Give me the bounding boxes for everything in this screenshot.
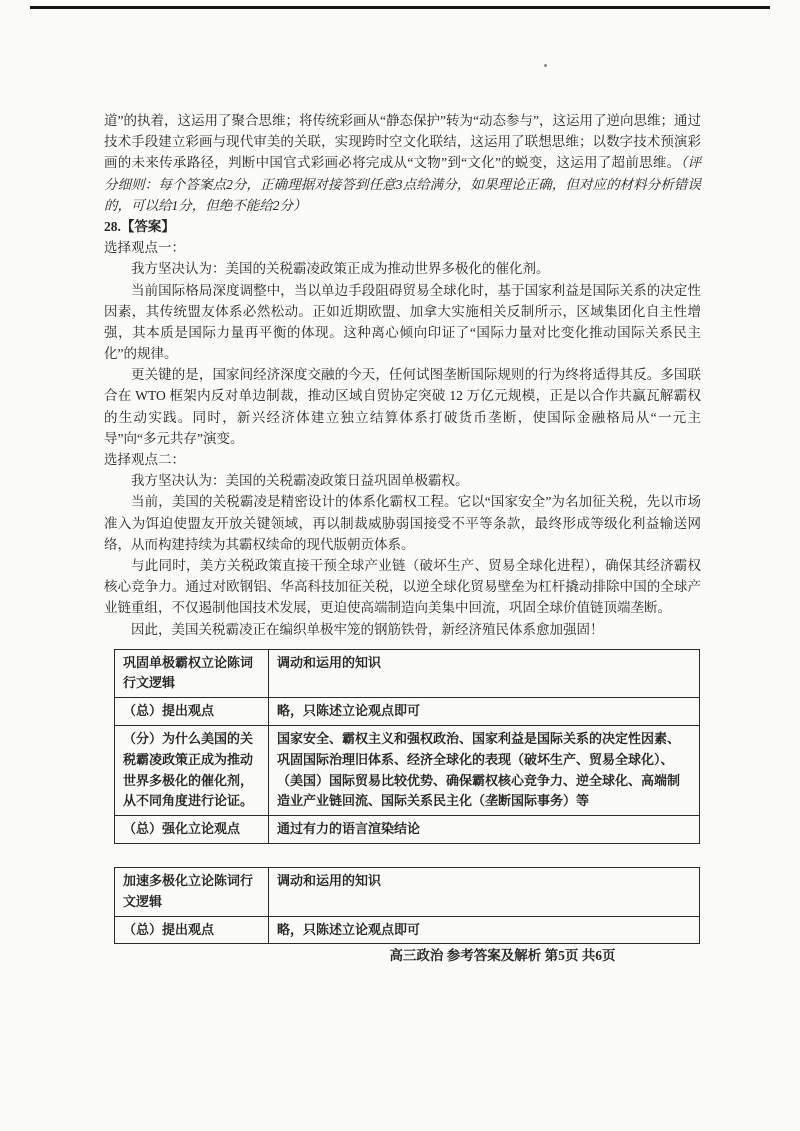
scoring-rubric-text: （评分细则：每个答案点2分，正确理据对接答到任意3点给满分，如果理论正确，但对应的材料分析错误的，可以给1分，但绝不能给2分） bbox=[104, 155, 702, 213]
table-accelerate-multipolarity bbox=[114, 867, 700, 944]
viewpoint-1-paragraph-3: 更关键的是，国家间经济深度交融的今天，任何试图垄断国际规则的行为终将适得其反。多国联合在 WTO 框架内反对单边制裁，推动区域自贸协定突破 12 万亿元规模，正是以合作共赢瓦解霸权的生动实践。同时，新兴经济体建立独立结算体系打破货币垄断，使国际金融格局从“一元主导”向“多元共存”演变。 bbox=[104, 367, 701, 446]
viewpoint-1-thesis: 我方坚决认为：美国的关税霸凌政策正成为推动世界多极化的催化剂。 bbox=[131, 261, 550, 277]
continuation-text: 道”的执着，这运用了聚合思维；将传统彩画从“静态保护”转为“动态参与”，这运用了逆向思维；通过技术手段建立彩画与现代审美的关联，实现跨时空文化联结，这运用了联想思维；以数字技术预演彩画的未来传承路径，判断中国官式彩画必将完成从“文物”到“文化”的蜕变，这运用了超前思维。 bbox=[104, 113, 701, 171]
page-footer: 高三政治 参考答案及解析 第5页 共6页 bbox=[389, 948, 616, 963]
viewpoint-2-paragraph-2: 当前，美国的关税霸凌是精密设计的体系化霸权工程。它以“国家安全”为名加征关税，先以市场准入为饵迫使盟友开放关键领域，再以制裁威胁弱国接受不平等条款，最终形成等级化利益输送网络，从而构建持续为其霸权续命的现代版朝贡体系。 bbox=[104, 494, 701, 552]
table-row bbox=[115, 816, 700, 844]
table-cell: 略，只陈述立论观点即可 bbox=[269, 698, 700, 726]
viewpoint-2-thesis: 我方坚决认为：美国的关税霸凌政策日益巩固单极霸权。 bbox=[131, 473, 469, 489]
table-row bbox=[115, 916, 700, 944]
table-cell: （总）提出观点 bbox=[115, 916, 269, 944]
table-row bbox=[115, 649, 700, 698]
table-cell: 略，只陈述立论观点即可 bbox=[269, 916, 700, 944]
table-row bbox=[115, 726, 700, 816]
table-cell: （总）强化立论观点 bbox=[115, 816, 269, 844]
viewpoint-2-paragraph-3: 与此同时，美方关税政策直接干预全球产业链（破坏生产、贸易全球化进程），确保其经济霸权核心竞争力。通过对欧钢铝、华高科技加征关税，以逆全球化贸易壁垒为杠杆撬动排除中国的全球产业链重组，不仅遏制他国技术发展，更迫使高端制造向美集中回流，巩固全球价值链顶端垄断。 bbox=[104, 557, 701, 616]
table-consolidate-hegemony bbox=[114, 649, 700, 844]
table-cell: 通过有力的语言渲染结论 bbox=[269, 816, 700, 844]
table-row bbox=[115, 868, 700, 917]
paragraph-continuation bbox=[104, 110, 701, 216]
table-header-cell: 巩固单极霸权立论陈词行文逻辑 bbox=[115, 649, 269, 698]
question-28-heading: 28.【答案】 bbox=[104, 218, 175, 234]
viewpoint-2-conclusion: 因此，美国关税霸凌正在编织单极牢笼的钢筋铁骨，新经济殖民体系愈加强固！ bbox=[131, 621, 604, 637]
scan-artifact-dot bbox=[544, 64, 547, 67]
table-header-cell: 调动和运用的知识 bbox=[269, 868, 700, 917]
table-cell: （总）提出观点 bbox=[115, 698, 269, 726]
scan-edge-line bbox=[30, 6, 770, 9]
viewpoint-2-label: 选择观点二： bbox=[104, 452, 185, 467]
table-cell: 国家安全、霸权主义和强权政治、国家利益是国际关系的决定性因素、巩固国际治理旧体系、经济全球化的表现（破坏生产、贸易全球化）、（美国）国际贸易比较优势、确保霸权核心竞争力、逆全球化、高端制造业产业链回流、国际关系民主化（垄断国际事务）等 bbox=[269, 726, 700, 816]
table-cell: （分）为什么美国的关税霸凌政策正成为推动世界多极化的催化剂，从不同角度进行论证。 bbox=[115, 726, 269, 816]
document-body bbox=[104, 110, 701, 944]
viewpoint-1-label: 选择观点一： bbox=[104, 240, 185, 256]
viewpoint-1-paragraph-2: 当前国际格局深度调整中，当以单边手段阻碍贸易全球化时，基于国家利益是国际关系的决定性因素，其传统盟友体系必然松动。正如近期欧盟、加拿大实施相关反制所示，区域集团化自主性增强，其本质是国际力量再平衡的体现。这种离心倾向印证了“国际力量对比变化推动国际关系民主化”的规律。 bbox=[104, 282, 701, 362]
table-header-cell: 调动和运用的知识 bbox=[269, 649, 700, 698]
table-row bbox=[115, 698, 700, 726]
table-header-cell: 加速多极化立论陈词行文逻辑 bbox=[115, 868, 269, 917]
